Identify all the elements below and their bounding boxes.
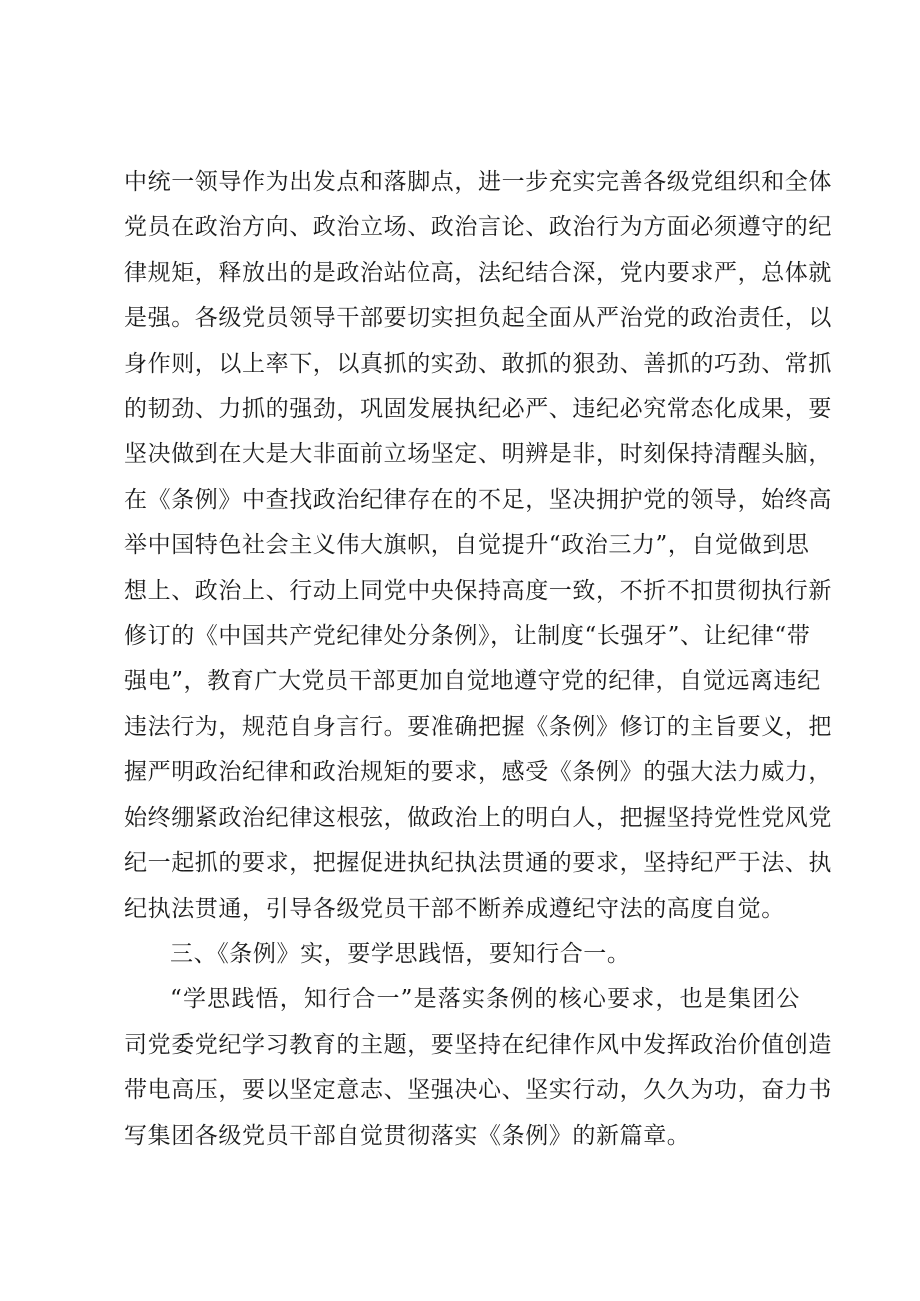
text-line: 党员在政治方向、政治立场、政治言论、政治行为方面必须遵守的纪: [124, 214, 832, 241]
text-line: 身作则，以上率下，以真抓的实劲、敢抓的狠劲、善抓的巧劲、常抓: [124, 350, 832, 377]
text-line: 违法行为，规范自身言行。要准确把握《条例》修订的主旨要义，把: [124, 713, 832, 740]
text-line: 纪执法贯通，引导各级党员干部不断养成遵纪守法的高度自觉。: [124, 895, 785, 922]
text-line: 始终绷紧政治纪律这根弦，做政治上的明白人，把握坚持党性党风党: [124, 804, 832, 831]
text-line: 带电高压，要以坚定意志、坚强决心、坚实行动，久久为功，奋力书: [124, 1077, 832, 1104]
document-body: [124, 160, 832, 1159]
text-line: 律规矩，释放出的是政治站位高，法纪结合深，党内要求严，总体就: [124, 259, 832, 286]
text-line: 强电”，教育广大党员干部更加自觉地遵守党的纪律，自觉远离违纪: [124, 668, 821, 695]
text-line: 写集团各级党员干部自觉贯彻落实《条例》的新篇章。: [124, 1122, 691, 1149]
text-line: “学思践悟，知行合一”是落实条例的核心要求，也是集团公: [170, 986, 800, 1013]
text-line: 纪一起抓的要求，把握促进执纪执法贯通的要求，坚持纪严于法、执: [124, 850, 832, 877]
text-line: 司党委党纪学习教育的主题，要坚持在纪律作风中发挥政治价值创造: [124, 1031, 832, 1058]
paragraph-2: [124, 977, 832, 1159]
paragraph-1: [124, 160, 832, 932]
text-line: 在《条例》中查找政治纪律存在的不足，坚决拥护党的领导，始终高: [124, 486, 832, 513]
text-line: 想上、政治上、行动上同党中央保持高度一致，不折不扣贯彻执行新: [124, 577, 832, 604]
text-line: 中统一领导作为出发点和落脚点，进一步充实完善各级党组织和全体: [124, 169, 832, 195]
text-line: 是强。各级党员领导干部要切实担负起全面从严治党的政治责任，以: [124, 305, 832, 332]
text-line: 的韧劲、力抓的强劲，巩固发展执纪必严、违纪必究常态化成果，要: [124, 396, 832, 423]
heading-text: 三、《条例》实，要学思践悟，要知行合一。: [170, 940, 631, 967]
section-heading-3: [124, 932, 800, 977]
text-line: 握严明政治纪律和政治规矩的要求，感受《条例》的强大法力威力，: [124, 759, 832, 786]
text-line: 举中国特色社会主义伟大旗帜，自觉提升“政治三力”，自觉做到思: [124, 532, 810, 559]
text-line: 坚决做到在大是大非面前立场坚定、明辨是非，时刻保持清醒头脑，: [124, 441, 832, 468]
text-line: 修订的《中国共产党纪律处分条例》，让制度“长强牙”、让纪律“带: [124, 623, 811, 650]
